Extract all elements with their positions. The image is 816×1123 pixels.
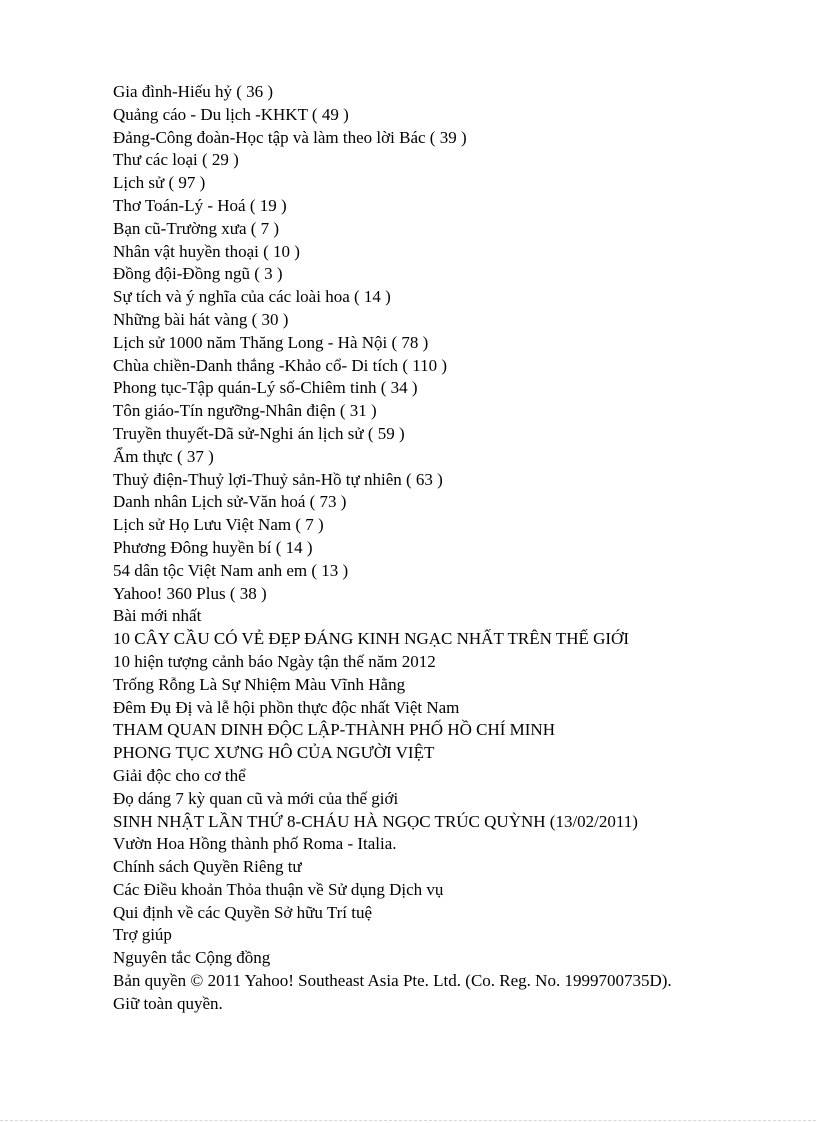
intellectual-property-link[interactable]: Qui định về các Quyền Sở hữu Trí tuệ [113, 902, 373, 922]
category-link[interactable]: Chùa chiền-Danh thắng -Khảo cổ- Di tích ( 110 ) [113, 355, 448, 375]
category-link[interactable]: Đảng-Công đoàn-Học tập và làm theo lời Bác ( 39 ) [113, 127, 467, 147]
rights-reserved: Giữ toàn quyền. [113, 993, 223, 1013]
category-link[interactable]: Danh nhân Lịch sử-Văn hoá ( 73 ) [113, 492, 347, 512]
category-link[interactable]: 54 dân tộc Việt Nam anh em ( 13 ) [113, 560, 349, 580]
recent-post-link[interactable]: 10 hiện tượng cảnh báo Ngày tận thế năm 2012 [113, 651, 436, 671]
category-link[interactable]: Lịch sử 1000 năm Thăng Long - Hà Nội ( 78 ) [113, 332, 429, 352]
recent-posts-list [113, 628, 803, 856]
category-link[interactable]: Quảng cáo - Du lịch -KHKT ( 49 ) [113, 104, 349, 124]
recent-post-link[interactable]: THAM QUAN DINH ĐỘC LẬP-THÀNH PHỐ HỒ CHÍ MINH [113, 720, 555, 740]
category-link[interactable]: Nhân vật huyền thoại ( 10 ) [113, 241, 300, 261]
category-link[interactable]: Thơ Toán-Lý - Hoá ( 19 ) [113, 195, 287, 215]
recent-post-link[interactable]: Trống Rỗng Là Sự Nhiệm Màu Vĩnh Hằng [113, 674, 406, 694]
recent-post-link[interactable]: 10 CÂY CẦU CÓ VẺ ĐẸP ĐÁNG KINH NGẠC NHẤT TRÊN THẾ GIỚI [113, 629, 629, 649]
category-link[interactable]: Thư các loại ( 29 ) [113, 150, 239, 170]
category-link[interactable]: Phương Đông huyền bí ( 14 ) [113, 537, 313, 557]
page-bottom-edge [0, 1120, 816, 1121]
privacy-policy-link[interactable]: Chính sách Quyền Riêng tư [113, 857, 302, 877]
category-link[interactable]: Phong tục-Tập quán-Lý số-Chiêm tinh ( 34 ) [113, 378, 418, 398]
category-link[interactable]: Ẩm thực ( 37 ) [113, 446, 214, 466]
category-link[interactable]: Sự tích và ý nghĩa của các loài hoa ( 14 ) [113, 287, 391, 307]
recent-posts-heading: Bài mới nhất [113, 606, 202, 626]
category-link[interactable]: Yahoo! 360 Plus ( 38 ) [113, 583, 267, 603]
recent-post-link[interactable]: Đêm Đụ Đị và lễ hội phồn thực độc nhất Việt Nam [113, 697, 460, 717]
category-link[interactable]: Những bài hát vàng ( 30 ) [113, 309, 289, 329]
recent-post-link[interactable]: Vườn Hoa Hồng thành phố Roma - Italia. [113, 834, 397, 854]
recent-post-link[interactable]: Đọ dáng 7 kỳ quan cũ và mới của thế giới [113, 788, 399, 808]
terms-of-service-link[interactable]: Các Điều khoản Thỏa thuận về Sử dụng Dịch vụ [113, 879, 444, 899]
category-link[interactable]: Tôn giáo-Tín ngưỡng-Nhân điện ( 31 ) [113, 401, 377, 421]
category-link[interactable]: Truyền thuyết-Dã sử-Nghi án lịch sử ( 59 ) [113, 423, 405, 443]
help-link[interactable]: Trợ giúp [113, 925, 172, 945]
category-list [113, 81, 803, 605]
category-link[interactable]: Gia đình-Hiếu hỷ ( 36 ) [113, 82, 274, 101]
document-content [113, 81, 803, 1016]
recent-post-link[interactable]: Giải độc cho cơ thể [113, 765, 246, 785]
community-guidelines-link[interactable]: Nguyên tắc Cộng đồng [113, 948, 271, 968]
category-link[interactable]: Bạn cũ-Trường xưa ( 7 ) [113, 218, 280, 238]
category-link[interactable]: Đồng đội-Đồng ngũ ( 3 ) [113, 264, 283, 284]
copyright-notice: Bản quyền © 2011 Yahoo! Southeast Asia Pte. Ltd. (Co. Reg. No. 1999700735D). [113, 971, 672, 991]
footer-links [113, 856, 803, 970]
recent-post-link[interactable]: SINH NHẬT LẦN THỨ 8-CHÁU HÀ NGỌC TRÚC QUỲNH (13/02/2011) [113, 811, 638, 831]
category-link[interactable]: Lịch sử ( 97 ) [113, 173, 206, 193]
recent-post-link[interactable]: PHONG TỤC XƯNG HÔ CỦA NGƯỜI VIỆT [113, 743, 435, 763]
category-link[interactable]: Thuỷ điện-Thuỷ lợi-Thuỷ sản-Hồ tự nhiên ( 63 ) [113, 469, 443, 489]
category-link[interactable]: Lịch sử Họ Lưu Việt Nam ( 7 ) [113, 515, 324, 535]
